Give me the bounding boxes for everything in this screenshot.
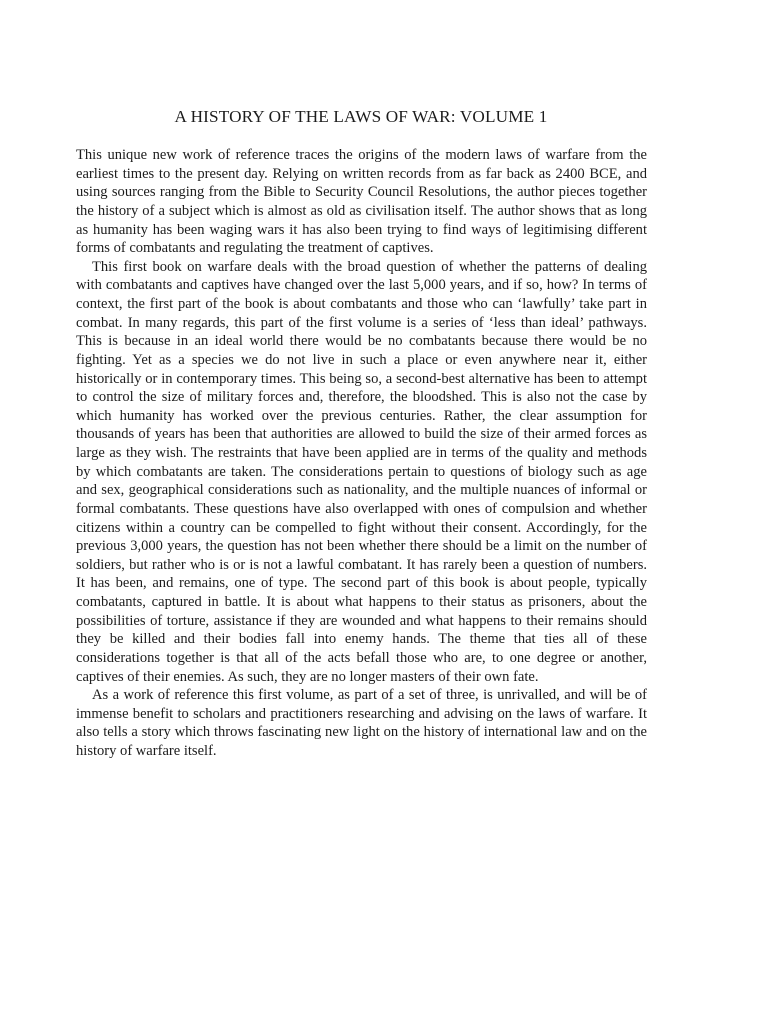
body-text <box>76 146 647 761</box>
paragraph-intro: This unique new work of reference traces the origins of the modern laws of warfare from the earliest times to the present day. Relying on written records from as far back as 2400 BCE, and using sources ranging from the Bible to Security Council Resolutions, the author pieces together the history of a subject which is almost as old as civilisation itself. The author shows that as long as humanity has been waging wars it has also been trying to find ways of legitimising different forms of combatants and regulating the treatment of captives. <box>76 147 647 257</box>
page-title: A HISTORY OF THE LAWS OF WAR: VOLUME 1 <box>174 107 548 126</box>
paragraph-main: This first book on warfare deals with the broad question of whether the patterns of dealing with combatants and captives have changed over the last 5,000 years, and if so, how? In terms of context, the first part of the book is about combatants and those who can ‘lawfully’ take part in combat. In many regards, this part of the first volume is a series of ‘less than ideal’ pathways. This is because in an ideal world there would be no combatants because there would be no fighting. Yet as a species we do not live in such a place or even anywhere near it, either historically or in contemporary times. This being so, a second-best alternative has been to attempt to control the size of military forces and, therefore, the bloodshed. This is also not the case by which humanity has worked over the previous centuries. Rather, the clear assumption for thousands of years has been that authorities are allowed to build the size of their armed forces as large as they wish. The restraints that have been applied are in terms of the quality and methods by which combatants are taken. The considerations pertain to questions of biology such as age and sex, geographical considerations such as nationality, and the multiple nuances of informal or formal combatants. These questions have also overlapped with ones of compulsion and whether citizens within a country can be compelled to fight without their consent. Accordingly, for the previous 3,000 years, the question has not been whether there should be a limit on the number of soldiers, but rather who is or is not a lawful combatant. It has rarely been a question of numbers. It has been, and remains, one of type. The second part of this book is about people, typically combatants, captured in battle. It is about what happens to their status as prisoners, about the possibilities of torture, assistance if they are wounded and what happens to their remains should they be killed and their bodies fall into enemy hands. The theme that ties all of these considerations together is that all of the acts befall those who are, to one degree or another, captives of their enemies. As such, they are no longer masters of their own fate. <box>76 258 647 685</box>
paragraph-closing: As a work of reference this first volume, as part of a set of three, is unrivalled, and will be of immense benefit to scholars and practitioners researching and advising on the laws of warfare. It also tells a story which throws fascinating new light on the history of international law and on the history of warfare itself. <box>76 687 647 759</box>
